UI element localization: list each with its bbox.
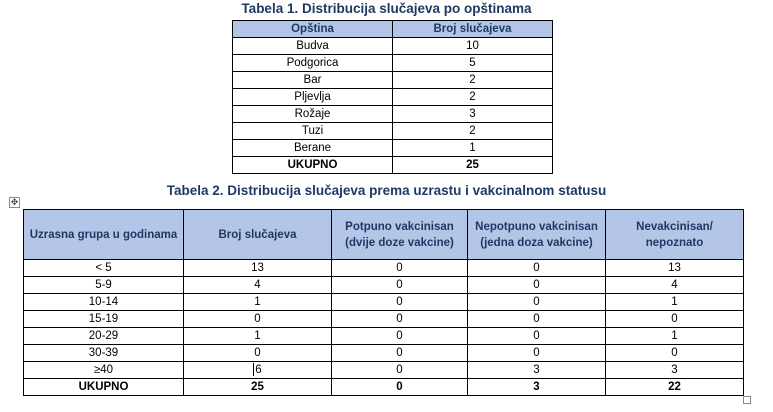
table-cell[interactable]: 20-29 <box>24 328 184 345</box>
table-row <box>233 72 553 89</box>
table-cell[interactable]: 0 <box>606 311 744 328</box>
table-total-row <box>24 379 744 396</box>
table-cell[interactable]: 1 <box>606 294 744 311</box>
total-label-cell[interactable]: UKUPNO <box>233 157 393 174</box>
table-cell[interactable]: Podgorica <box>233 55 393 72</box>
table-cell[interactable]: ≥40 <box>24 362 184 379</box>
table-row <box>233 123 553 140</box>
column-header-partially-vaccinated: Nepotpuno vakcinisan (jedna doza vakcine) <box>468 210 606 260</box>
table-cell[interactable]: 10-14 <box>24 294 184 311</box>
table-move-handle-icon[interactable]: ✥ <box>10 197 19 207</box>
table-cell[interactable]: 0 <box>332 277 468 294</box>
table-row <box>24 260 744 277</box>
table-row <box>24 277 744 294</box>
column-header-age-group: Uzrasna grupa u godinama <box>24 210 184 260</box>
table-cell[interactable]: Tuzi <box>233 123 393 140</box>
table-cell[interactable]: 0 <box>468 311 606 328</box>
table-cell[interactable]: 0 <box>332 294 468 311</box>
table-cell[interactable]: 10 <box>393 38 553 55</box>
table-header-row <box>233 21 553 38</box>
total-label-cell[interactable]: UKUPNO <box>24 379 184 396</box>
table-header-row <box>24 210 744 260</box>
table-cell[interactable]: 0 <box>332 328 468 345</box>
table-cell[interactable]: 0 <box>332 362 468 379</box>
table-cell[interactable]: 1 <box>393 140 553 157</box>
table-cell[interactable]: 3 <box>468 362 606 379</box>
table-cell[interactable]: 0 <box>468 328 606 345</box>
age-vaccination-table <box>23 209 744 396</box>
table-row <box>233 106 553 123</box>
table-total-row <box>233 157 553 174</box>
table-cell[interactable]: 1 <box>606 328 744 345</box>
municipality-table <box>232 20 553 174</box>
table-row <box>24 362 744 379</box>
table-cell[interactable]: Rožaje <box>233 106 393 123</box>
table-cell[interactable]: 0 <box>468 260 606 277</box>
table-cell[interactable]: 0 <box>468 277 606 294</box>
table-cell[interactable]: Budva <box>233 38 393 55</box>
table-row <box>233 55 553 72</box>
table-row <box>24 294 744 311</box>
column-header-fully-vaccinated: Potpuno vakcinisan (dvije doze vakcine) <box>332 210 468 260</box>
table-cell[interactable]: 0 <box>332 311 468 328</box>
table-cell[interactable]: 5-9 <box>24 277 184 294</box>
table-cell[interactable]: 2 <box>393 72 553 89</box>
table-resize-handle-icon[interactable] <box>743 396 751 404</box>
table-cell[interactable]: Pljevlja <box>233 89 393 106</box>
table-cell[interactable]: 15-19 <box>24 311 184 328</box>
table-cell[interactable]: 0 <box>332 260 468 277</box>
total-value-cell[interactable]: 3 <box>468 379 606 396</box>
table-cell[interactable]: 2 <box>393 89 553 106</box>
table1-title: Tabela 1. Distribucija slučajeva po opštinama <box>241 1 532 16</box>
cell-value: 6 <box>255 364 262 376</box>
table-cell[interactable]: 0 <box>184 311 332 328</box>
table-cell[interactable]: 0 <box>468 345 606 362</box>
table-row <box>24 345 744 362</box>
table-cell[interactable]: 30-39 <box>24 345 184 362</box>
total-value-cell[interactable]: 0 <box>332 379 468 396</box>
table-cell[interactable]: 1 <box>184 328 332 345</box>
table-cell[interactable]: 3 <box>393 106 553 123</box>
total-value-cell[interactable]: 25 <box>393 157 553 174</box>
table-cell[interactable]: 1 <box>184 294 332 311</box>
table-cell[interactable]: Berane <box>233 140 393 157</box>
total-value-cell[interactable]: 25 <box>184 379 332 396</box>
table-cell[interactable]: 13 <box>606 260 744 277</box>
column-header-unvaccinated: Nevakcinisan/ nepoznato <box>606 210 744 260</box>
table-cell[interactable]: 0 <box>468 294 606 311</box>
table-cell[interactable]: 5 <box>393 55 553 72</box>
table-cell[interactable]: < 5 <box>24 260 184 277</box>
table-cell[interactable]: 13 <box>184 260 332 277</box>
table-cell[interactable]: 0 <box>184 345 332 362</box>
table-cell[interactable]: Bar <box>233 72 393 89</box>
table-row <box>233 38 553 55</box>
table-row <box>24 328 744 345</box>
total-value-cell[interactable]: 22 <box>606 379 744 396</box>
table-row <box>24 311 744 328</box>
table-row <box>233 89 553 106</box>
column-header-case-count: Broj slučajeva <box>184 210 332 260</box>
table2-title: Tabela 2. Distribucija slučajeva prema uzrastu i vakcinalnom statusu <box>166 183 607 198</box>
table-cell[interactable]: 0 <box>606 345 744 362</box>
table-cell[interactable]: 4 <box>606 277 744 294</box>
column-header-case-count: Broj slučajeva <box>393 21 553 38</box>
table-cell[interactable]: 2 <box>393 123 553 140</box>
table-cell[interactable]: 3 <box>606 362 744 379</box>
table-cell[interactable]: 4 <box>184 277 332 294</box>
table-cell-active[interactable] <box>184 362 332 379</box>
table-row <box>233 140 553 157</box>
column-header-municipality: Opština <box>233 21 393 38</box>
table-cell[interactable]: 0 <box>332 345 468 362</box>
